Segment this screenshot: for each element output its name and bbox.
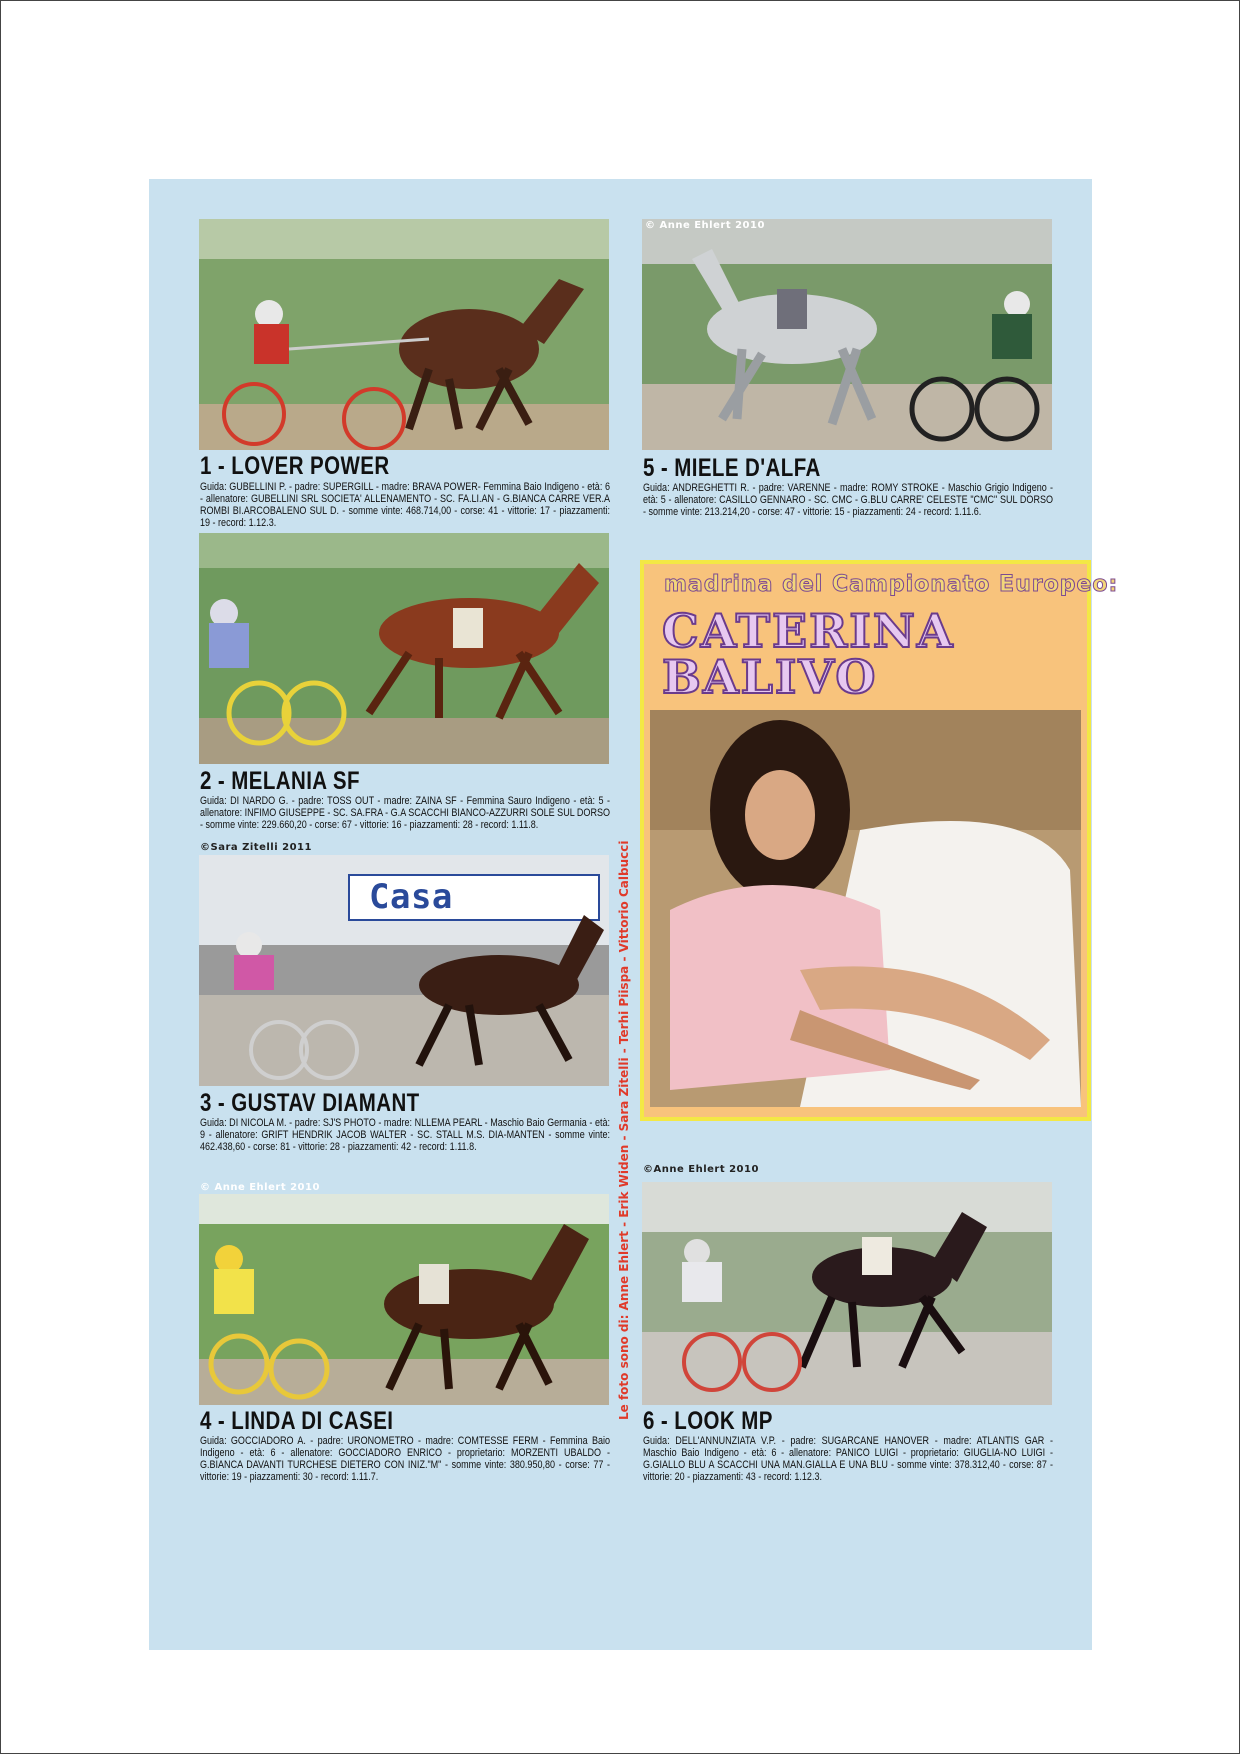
photo-credits-text: Le foto sono di: Anne Ehlert - Erik Widen - Sara Zitelli - Terhi Piispa - Vittorio Calbucci [617,840,631,1420]
godmother-first-name: CATERINA [662,604,955,658]
godmother-photo [650,710,1081,1107]
horse-title-6: 6 - LOOK MP [643,1407,773,1435]
horse-info-4: Guida: GOCCIADORO A. - padre: URONOMETRO - madre: COMTESSE FERM - Femmina Baio Indigeno - età: 6 - allenatore: GOCCIADORO ENRICO - proprietario: MORZENTI UBALDO - G.BIANCA DAVANTI TURCHESE DIETERO CON INIZ."M" - somme vinte: 380.950,80 - corse: 77 - vittorie: 19 - piazzamenti: 30 - record: 1.11.7. [200,1435,610,1483]
photo-credit-6: ©Anne Ehlert 2010 [643,1164,759,1175]
harness-race-image [199,1194,609,1405]
harness-race-image [642,219,1052,450]
photo-melania-sf [199,533,609,764]
godmother-subtitle: madrina del Campionato Europeo: [664,572,1119,597]
horse-info-6: Guida: DELL'ANNUNZIATA V.P. - padre: SUGARCANE HANOVER - madre: ATLANTIS GAR - Maschio Baio Indigeno - età: 6 - allenatore: PANICO LUIGI - proprietario: GIUGLIA-NO LUIGI - G.GIALLO BLU A SCACCHI UNA MAN.GIALLA E UNA BLU - somme vinte: 378.312,40 - corse: 87 - vittorie: 20 - piazzamenti: 43 - record: 1.12.3. [643,1435,1053,1483]
harness-race-image [642,1182,1052,1405]
photo-gustav-diamant [199,855,609,1086]
portrait-image [650,710,1081,1107]
horse-info-5: Guida: ANDREGHETTI R. - padre: VARENNE - madre: ROMY STROKE - Maschio Grigio Indigeno - età: 5 - allenatore: CASILLO GENNARO - SC. CMC - G.BLU CARRE' CELESTE "CMC" SUL DORSO - somme vinte: 213.214,20 - corse: 47 - vittorie: 15 - piazzamenti: 24 - record: 1.11.6. [643,482,1053,518]
harness-race-image [199,219,609,450]
horse-info-2: Guida: DI NARDO G. - padre: TOSS OUT - madre: ZAINA SF - Femmina Sauro Indigeno - età: 5 - allenatore: INFIMO GIUSEPPE - SC. SA.FRA - G.A SCACCHI BIANCO-AZZURRI SOLE SUL DORSO - somme vinte: 229.660,20 - corse: 67 - vittorie: 16 - piazzamenti: 28 - record: 1.11.8. [200,795,610,831]
horse-title-4: 4 - LINDA DI CASEI [200,1407,394,1435]
godmother-feature-box [640,560,1119,1121]
photo-credit-5: © Anne Ehlert 2010 [645,220,765,231]
photo-miele-dalfa [642,219,1052,450]
godmother-last-name: BALIVO [662,650,878,704]
photo-credit-4: © Anne Ehlert 2010 [200,1182,320,1193]
harness-race-image [199,533,609,764]
photo-look-mp [642,1182,1052,1405]
photo-credit-3: ©Sara Zitelli 2011 [200,842,312,853]
horse-title-2: 2 - MELANIA SF [200,767,360,795]
sign-text: Casa [369,877,453,917]
horse-title-5: 5 - MIELE D'ALFA [643,454,821,482]
photo-lover-power [199,219,609,450]
horse-title-1: 1 - LOVER POWER [200,452,390,480]
photo-linda-di-casei [199,1194,609,1405]
horse-title-3: 3 - GUSTAV DIAMANT [200,1089,420,1117]
horse-info-1: Guida: GUBELLINI P. - padre: SUPERGILL - madre: BRAVA POWER- Femmina Baio Indigeno - età: 6 - allenatore: GUBELLINI SRL SOCIETA' ALLENAMENTO - SC. FA.LI.AN - G.BIANCA CARRE VER.A ROMBI BI.ARCOBALENO SUL D. - somme vinte: 468.714,00 - corse: 41 - vittorie: 17 - piazzamenti: 19 - record: 1.12.3. [200,481,610,529]
horse-info-3: Guida: DI NICOLA M. - padre: SJ'S PHOTO - madre: NLLEMA PEARL - Maschio Baio Germania - età: 9 - allenatore: GRIFT HENDRIK JACOB WALTER - SC. STALL M.S. DIA-MANTEN - somme vinte: 462.438,60 - corse: 81 - vittorie: 28 - piazzamenti: 42 - record: 1.11.8. [200,1117,610,1153]
